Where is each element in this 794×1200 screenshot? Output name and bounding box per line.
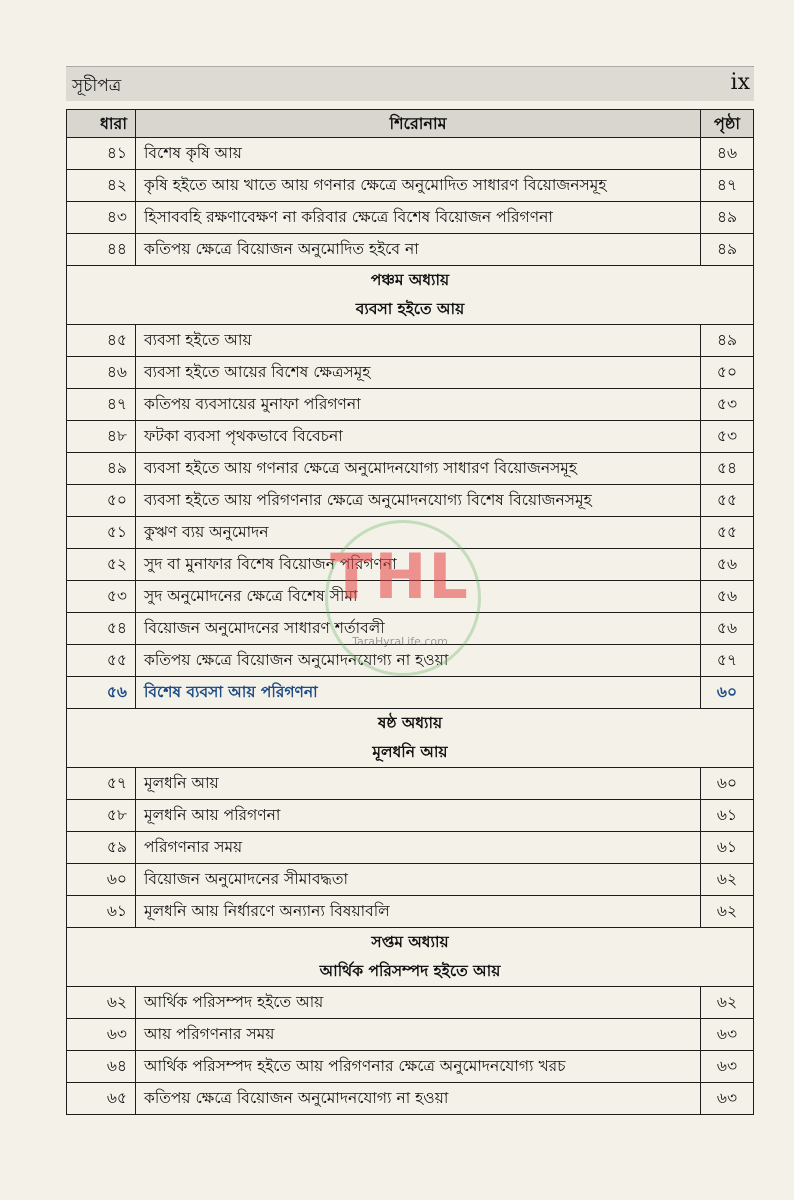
section-title: আয় পরিগণনার সময় [136, 1019, 701, 1051]
section-title: সুদ বা মুনাফার বিশেষ বিয়োজন পরিগণনা [136, 549, 701, 581]
page-number-cell: ৬২ [701, 987, 754, 1019]
table-row [67, 800, 754, 832]
table-row [67, 389, 754, 421]
page-number-cell: ৬১ [701, 800, 754, 832]
watermark-url: TaraHyraLife.com [352, 635, 448, 648]
table-row [67, 768, 754, 800]
table-row [67, 1051, 754, 1083]
section-title: ব্যবসা হইতে আয় [136, 325, 701, 357]
page-number-cell: ৪৬ [701, 138, 754, 170]
page-number-cell: ৫৬ [701, 581, 754, 613]
section-title: ব্যবসা হইতে আয়ের বিশেষ ক্ষেত্রসমূহ [136, 357, 701, 389]
section-number: ৪৯ [67, 453, 136, 485]
section-number: ৫২ [67, 549, 136, 581]
section-title: কতিপয় ক্ষেত্রে বিয়োজন অনুমোদনযোগ্য না হওয়া [136, 645, 701, 677]
chapter-subtitle-row [67, 738, 754, 768]
section-number: ৪৩ [67, 202, 136, 234]
section-title: বিয়োজন অনুমোদনের সাধারণ শর্তাবলী [136, 613, 701, 645]
chapter-subtitle-row [67, 295, 754, 325]
page-number-cell: ৪৭ [701, 170, 754, 202]
section-title: কতিপয় ক্ষেত্রে বিয়োজন অনুমোদনযোগ্য না হওয়া [136, 1083, 701, 1115]
section-number: ৬১ [67, 896, 136, 928]
table-row [67, 202, 754, 234]
table-row [67, 987, 754, 1019]
section-title: মূলধনি আয় নির্ধারণে অন্যান্য বিষয়াবলি [136, 896, 701, 928]
page-number-cell: ৫৪ [701, 453, 754, 485]
column-header-section: ধারা [67, 110, 136, 138]
page-header [66, 66, 754, 101]
page-number-cell: ৪৯ [701, 202, 754, 234]
page-number-cell: ৬২ [701, 864, 754, 896]
page-number-cell: ৬১ [701, 832, 754, 864]
page-number-cell: ৫৫ [701, 517, 754, 549]
section-number: ৪১ [67, 138, 136, 170]
section-number: ৬৩ [67, 1019, 136, 1051]
chapter-subtitle-row [67, 957, 754, 987]
page-number-cell: ৬০ [701, 768, 754, 800]
chapter-title: ষষ্ঠ অধ্যায় [67, 709, 754, 739]
table-row [67, 138, 754, 170]
section-title: আর্থিক পরিসম্পদ হইতে আয় পরিগণনার ক্ষেত্রে অনুমোদনযোগ্য খরচ [136, 1051, 701, 1083]
section-number: ৪৬ [67, 357, 136, 389]
watermark-logo-text: THL [330, 540, 470, 613]
page-number-cell: ৫৬ [701, 613, 754, 645]
section-number: ৫০ [67, 485, 136, 517]
section-number: ৪৫ [67, 325, 136, 357]
chapter-subtitle: মূলধনি আয় [67, 738, 754, 768]
table-row [67, 234, 754, 266]
section-title: কৃষি হইতে আয় খাতে আয় গণনার ক্ষেত্রে অনুমোদিত সাধারণ বিয়োজনসমূহ [136, 170, 701, 202]
table-row [67, 357, 754, 389]
section-title: মূলধনি আয় [136, 768, 701, 800]
page-number-cell: ৫৭ [701, 645, 754, 677]
section-title: কতিপয় ব্যবসায়ের মুনাফা পরিগণনা [136, 389, 701, 421]
table-row [67, 485, 754, 517]
page-number-cell: ৬৩ [701, 1019, 754, 1051]
page-number-cell: ৬৩ [701, 1083, 754, 1115]
chapter-title: পঞ্চম অধ্যায় [67, 266, 754, 296]
table-row [67, 1019, 754, 1051]
section-number: ৬৪ [67, 1051, 136, 1083]
section-title: বিয়োজন অনুমোদনের সীমাবদ্ধতা [136, 864, 701, 896]
section-number: ৬৫ [67, 1083, 136, 1115]
section-title: ফটকা ব্যবসা পৃথকভাবে বিবেচনা [136, 421, 701, 453]
section-title: সুদ অনুমোদনের ক্ষেত্রে বিশেষ সীমা [136, 581, 701, 613]
table-row [67, 864, 754, 896]
section-title: বিশেষ ব্যবসা আয় পরিগণনা [136, 677, 701, 709]
section-number: ৬২ [67, 987, 136, 1019]
chapter-subtitle: ব্যবসা হইতে আয় [67, 295, 754, 325]
section-number: ৫১ [67, 517, 136, 549]
table-row [67, 421, 754, 453]
section-title: ব্যবসা হইতে আয় গণনার ক্ষেত্রে অনুমোদনযোগ্য সাধারণ বিয়োজনসমূহ [136, 453, 701, 485]
section-title: ব্যবসা হইতে আয় পরিগণনার ক্ষেত্রে অনুমোদনযোগ্য বিশেষ বিয়োজনসমূহ [136, 485, 701, 517]
section-number: ৪৮ [67, 421, 136, 453]
column-header-page: পৃষ্ঠা [701, 110, 754, 138]
page-number-cell: ৫০ [701, 357, 754, 389]
page-number-cell: ৬২ [701, 896, 754, 928]
section-number: ৫৪ [67, 613, 136, 645]
page-number-cell: ৪৯ [701, 325, 754, 357]
section-title: আর্থিক পরিসম্পদ হইতে আয় [136, 987, 701, 1019]
section-title: কুঋণ ব্যয় অনুমোদন [136, 517, 701, 549]
chapter-heading-row [67, 709, 754, 739]
section-title: পরিগণনার সময় [136, 832, 701, 864]
chapter-title: সপ্তম অধ্যায় [67, 928, 754, 958]
section-number: ৫৮ [67, 800, 136, 832]
section-number: ৫৬ [67, 677, 136, 709]
page-number-cell: ৬৩ [701, 1051, 754, 1083]
page-number-cell: ৫৫ [701, 485, 754, 517]
page-number-cell: ৬০ [701, 677, 754, 709]
section-number: ৪২ [67, 170, 136, 202]
section-number: ৫৩ [67, 581, 136, 613]
section-number: ৫৫ [67, 645, 136, 677]
page-number-cell: ৪৯ [701, 234, 754, 266]
section-number: ৫৭ [67, 768, 136, 800]
chapter-subtitle: আর্থিক পরিসম্পদ হইতে আয় [67, 957, 754, 987]
table-row [67, 896, 754, 928]
section-number: ৪৭ [67, 389, 136, 421]
page-title: সূচীপত্র [72, 76, 122, 96]
page-number-cell: ৫৩ [701, 389, 754, 421]
table-row [67, 170, 754, 202]
chapter-heading-row [67, 266, 754, 296]
table-row [67, 832, 754, 864]
page-number-cell: ৫৩ [701, 421, 754, 453]
section-title: কতিপয় ক্ষেত্রে বিয়োজন অনুমোদিত হইবে না [136, 234, 701, 266]
section-title: মূলধনি আয় পরিগণনা [136, 800, 701, 832]
section-title: হিসাববহি রক্ষণাবেক্ষণ না করিবার ক্ষেত্রে বিশেষ বিয়োজন পরিগণনা [136, 202, 701, 234]
table-row [67, 677, 754, 709]
table-row [67, 453, 754, 485]
column-header-title: শিরোনাম [136, 110, 701, 138]
section-number: ৫৯ [67, 832, 136, 864]
watermark-logo [305, 540, 495, 670]
page-number: ix [730, 70, 750, 95]
section-title: বিশেষ কৃষি আয় [136, 138, 701, 170]
table-header-row [67, 110, 754, 138]
page-number-cell: ৫৬ [701, 549, 754, 581]
table-row [67, 325, 754, 357]
section-number: ৬০ [67, 864, 136, 896]
chapter-heading-row [67, 928, 754, 958]
section-number: ৪৪ [67, 234, 136, 266]
table-row [67, 1083, 754, 1115]
